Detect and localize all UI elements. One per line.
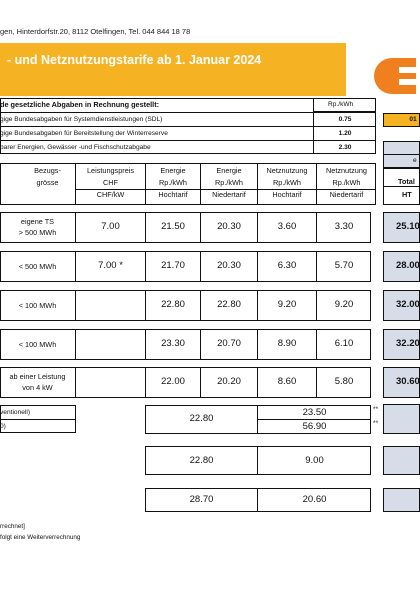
company-logo-icon: [372, 52, 416, 98]
header-energie-ht-3: Hochtarif: [158, 190, 188, 199]
header-subdivider: [146, 189, 376, 190]
row-total-value: 32.00: [396, 299, 420, 310]
header-netz-ht-2: Rp./kWh: [273, 178, 301, 187]
header-leistung-3: CHF/kW: [96, 190, 125, 199]
row-bezug-line-1: < 100 MWh: [18, 301, 57, 310]
row-energie-ht: 22.80: [161, 299, 185, 310]
tax-heading: de gesetzliche Abgaben in Rechnung gestellt:: [0, 100, 160, 109]
title-banner: [0, 43, 346, 96]
row-netz-nt: 9.20: [334, 299, 354, 310]
lower-block-2-energie: 22.80: [189, 455, 214, 466]
header-bezug: Bezugs- grösse: [34, 166, 61, 187]
row-energie-ht: 23.30: [161, 338, 185, 349]
header-netz-nt-1: Netznutzung: [326, 166, 367, 175]
lower-block-3-energie: 28.70: [189, 494, 214, 505]
lower-total-cell: [383, 446, 420, 475]
header-leistung-1: Leistungspreis: [86, 166, 135, 175]
lower-row1-label: ventionell): [0, 409, 31, 416]
header-netz-ht-3: Hochtarif: [272, 190, 302, 199]
lower-divider: [257, 419, 371, 420]
header-energie-nt-3: Niedertarif: [212, 190, 246, 199]
row-netz-ht: 6.30: [277, 260, 297, 271]
row-bezug-line-1: ab einer Leistung: [9, 372, 66, 381]
double-asterisk-mark: **: [373, 406, 379, 413]
row-energie-ht: 21.50: [161, 221, 185, 232]
row-netz-ht: 8.60: [277, 376, 297, 387]
tax-row-label: gige Bundesabgaben für Systemdienstleistungen (SDL): [0, 116, 163, 123]
total-header-label: Total: [398, 177, 415, 186]
page-title: - und Netznutzungstarife ab 1. Januar 2024: [7, 53, 262, 67]
tax-row-label: gige Bundesabgaben für Bereitstellung der Winterreserve: [0, 130, 168, 137]
footnote: rrechnet]: [0, 523, 25, 530]
side-small-label: e: [413, 157, 417, 164]
lower-divider: [0, 419, 76, 420]
tax-row-label: barer Energien, Gewässer -und Fischschutzabgabe: [0, 144, 151, 151]
lower-block-3-netz: 20.60: [302, 494, 327, 505]
row-energie-nt: 20.20: [217, 376, 241, 387]
row-netz-ht: 3.60: [277, 221, 297, 232]
lower-row2-label: 0): [0, 423, 6, 430]
header-subdivider: [76, 189, 145, 190]
row-energie-nt: 20.30: [217, 221, 241, 232]
row-energie-nt: 20.30: [217, 260, 241, 271]
header-netz-nt-2: Rp./kWh: [332, 178, 361, 187]
row-total-value: 32.20: [396, 338, 420, 349]
row-netz-nt: 5.80: [334, 376, 354, 387]
tax-row-value: 2.30: [338, 144, 352, 151]
header-energie-nt-2: Rp./kWh: [215, 178, 243, 187]
row-netz-ht: 8.90: [277, 338, 297, 349]
header-netz-ht-1: Netznutzung: [266, 166, 308, 175]
row-leistung-value: 7.00: [101, 221, 120, 232]
address-line: gen, Hinterdorfstr.20, 8112 Otelfingen, Tel. 044 844 18 78: [0, 27, 191, 36]
row-netz-nt: 3.30: [334, 221, 354, 232]
tax-row-value: 1.20: [338, 130, 352, 137]
double-asterisk-mark: **: [373, 420, 379, 427]
row-bezug-line-2: > 500 MWh: [18, 228, 57, 237]
lower-block-1-netz-bottom: 56.90: [302, 421, 327, 432]
row-netz-nt: 6.10: [334, 338, 354, 349]
row-total-value: 28.00: [396, 260, 420, 271]
side-highlight-value: 01: [409, 116, 417, 123]
row-netz-ht: 9.20: [277, 299, 297, 310]
row-netz-nt: 5.70: [334, 260, 354, 271]
row-bezug-line-1: < 100 MWh: [18, 340, 57, 349]
row-total-value: 25.10: [396, 221, 420, 232]
tax-divider: [0, 126, 376, 127]
lower-total-cell: [383, 488, 420, 512]
lower-block-1-energie: 22.80: [189, 413, 214, 424]
lower-block-2-netz: 9.00: [305, 455, 324, 466]
tax-unit-label: Rp./kWh: [328, 101, 354, 108]
header-energie-nt-1: Energie: [216, 166, 242, 175]
header-leistung-2: CHF: [103, 178, 118, 187]
row-bezug-line-1: eigene TS: [20, 217, 55, 226]
row-bezug-line-2: von 4 kW: [22, 383, 53, 392]
tax-divider: [0, 140, 376, 141]
header-netz-nt-3: Niedertarif: [329, 190, 364, 199]
header-energie-ht-2: Rp./kWh: [159, 178, 187, 187]
total-ht-label: HT: [402, 190, 412, 199]
header-energie-ht-1: Energie: [160, 166, 186, 175]
row-energie-ht: 22.00: [161, 376, 185, 387]
row-bezug-line-1: < 500 MWh: [18, 262, 57, 271]
row-energie-nt: 20.70: [217, 338, 241, 349]
side-blue-cell: [383, 141, 420, 155]
col-divider: [75, 290, 76, 321]
tax-row-value: 0.75: [338, 116, 352, 123]
row-leistung-value: 7.00 *: [98, 260, 123, 271]
lower-total-cell: [383, 404, 420, 434]
col-divider: [75, 329, 76, 360]
row-energie-nt: 22.80: [217, 299, 241, 310]
row-total-value: 30.60: [396, 376, 420, 387]
col-divider: [75, 367, 76, 398]
tax-divider: [0, 112, 376, 113]
lower-block-1-netz-top: 23.50: [302, 407, 327, 418]
row-energie-ht: 21.70: [161, 260, 185, 271]
footnote: folgt eine Weiterverrechnung: [0, 534, 81, 541]
